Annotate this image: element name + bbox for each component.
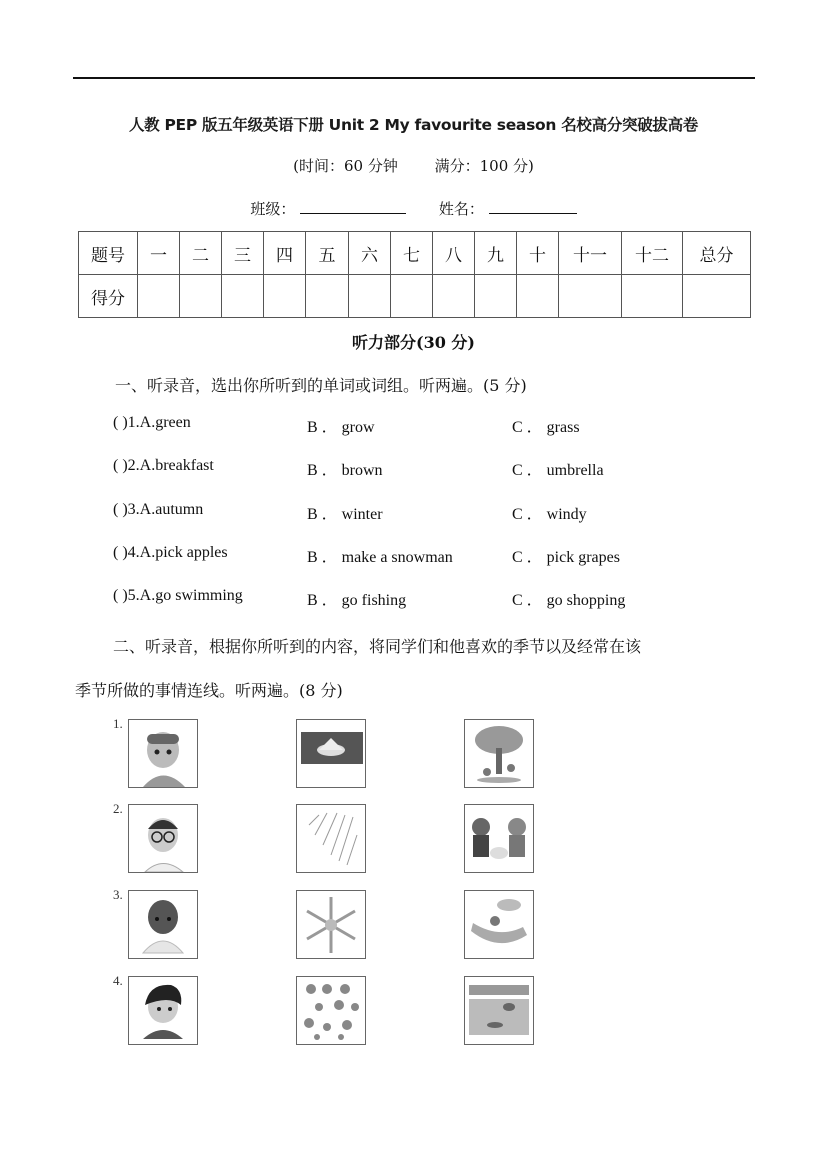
- snowflake-icon: [297, 891, 365, 958]
- score-table: [78, 231, 751, 318]
- score-cell[interactable]: [683, 275, 751, 318]
- score-cell[interactable]: [391, 275, 433, 318]
- q1-item-5-b: B ． go fishing: [307, 592, 407, 609]
- picture-boy-dark-hair[interactable]: [128, 976, 198, 1045]
- student-info: [0, 198, 827, 219]
- score-cell[interactable]: [559, 275, 622, 318]
- row-number: 3.: [113, 887, 123, 902]
- score-row-label: 得分: [79, 275, 138, 318]
- name-blank[interactable]: [489, 199, 577, 214]
- picture-falling-leaves[interactable]: [296, 976, 366, 1045]
- score-header-cell: 题号: [79, 232, 138, 275]
- score-header-cell: 十二: [622, 232, 683, 275]
- boy-portrait-icon: [129, 891, 197, 958]
- q1-item-1-b: B ． grow: [307, 419, 375, 436]
- score-header-cell: 四: [264, 232, 306, 275]
- picture-picking-apples[interactable]: [464, 719, 534, 788]
- picture-kids-snowman[interactable]: [464, 804, 534, 873]
- class-label: 班级：: [250, 200, 296, 218]
- row-number: 4.: [113, 973, 123, 988]
- row-number: 2.: [113, 801, 123, 816]
- score-header-cell: 十一: [559, 232, 622, 275]
- q1-item-1-c: C ． grass: [512, 419, 580, 436]
- score-cell[interactable]: [517, 275, 559, 318]
- picture-snowflake[interactable]: [296, 890, 366, 959]
- row-number: 1.: [113, 716, 123, 731]
- score-header-cell: 总分: [683, 232, 751, 275]
- score-header-cell: 五: [306, 232, 349, 275]
- header-rule: [73, 77, 755, 79]
- question2-heading-line1: 二、听录音，根据你所听到的内容，将同学们和他喜欢的季节以及经常在该: [113, 637, 642, 656]
- score-cell[interactable]: [475, 275, 517, 318]
- q1-item-4-b: B ． make a snowman: [307, 549, 453, 566]
- exam-meta: [0, 155, 827, 176]
- score-cell[interactable]: [264, 275, 306, 318]
- q1-item-1-a: ( )1.A.green: [113, 414, 191, 431]
- score-cell[interactable]: [180, 275, 222, 318]
- q1-item-2-c: C ． umbrella: [512, 462, 604, 479]
- score-cell[interactable]: [138, 275, 180, 318]
- boy-dark-hair-portrait-icon: [129, 977, 197, 1044]
- class-blank[interactable]: [300, 199, 406, 214]
- score-header-cell: 九: [475, 232, 517, 275]
- score-cell[interactable]: [306, 275, 349, 318]
- exam-time: (时间：60 分钟: [293, 157, 398, 175]
- score-cell[interactable]: [433, 275, 475, 318]
- q1-item-4-a: ( )4.A.pick apples: [113, 544, 228, 561]
- picture-lotus-flower[interactable]: [296, 719, 366, 788]
- listening-section-title: 听力部分(30 分): [352, 333, 475, 352]
- picnic-icon: [465, 891, 533, 958]
- q1-item-2-a: ( )2.A.breakfast: [113, 457, 214, 474]
- score-header-cell: 二: [180, 232, 222, 275]
- q1-item-4-c: C ． pick grapes: [512, 549, 620, 566]
- score-header-cell: 六: [349, 232, 391, 275]
- score-header-cell: 七: [391, 232, 433, 275]
- page-title: 人教 PEP 版五年级英语下册 Unit 2 My favourite season 名校高分突破拔高卷: [128, 116, 698, 134]
- q1-item-5-a: ( )5.A.go swimming: [113, 587, 243, 604]
- rain-icon: [297, 805, 365, 872]
- picture-boy-with-glasses[interactable]: [128, 804, 198, 873]
- picture-boy-dark-skin[interactable]: [128, 890, 198, 959]
- leaves-icon: [297, 977, 365, 1044]
- kids-snowman-icon: [465, 805, 533, 872]
- picture-girl-with-bangs[interactable]: [128, 719, 198, 788]
- score-cell[interactable]: [622, 275, 683, 318]
- swimming-icon: [465, 977, 533, 1044]
- picture-rain[interactable]: [296, 804, 366, 873]
- q1-item-3-b: B ． winter: [307, 506, 383, 523]
- score-header-cell: 八: [433, 232, 475, 275]
- score-cell[interactable]: [222, 275, 264, 318]
- question2-heading-line2: 季节所做的事情连线。听两遍。(8 分): [75, 681, 343, 700]
- score-header-cell: 十: [517, 232, 559, 275]
- score-header-cell: 一: [138, 232, 180, 275]
- score-cell[interactable]: [349, 275, 391, 318]
- girl-portrait-icon: [129, 720, 197, 787]
- q1-item-3-c: C ． windy: [512, 506, 587, 523]
- q1-item-2-b: B ． brown: [307, 462, 383, 479]
- apple-tree-icon: [465, 720, 533, 787]
- name-label: 姓名：: [438, 200, 484, 218]
- score-table-score-row: [79, 275, 751, 318]
- boy-glasses-portrait-icon: [129, 805, 197, 872]
- q1-item-5-c: C ． go shopping: [512, 592, 626, 609]
- lotus-flower-icon: [297, 720, 365, 787]
- question1-heading: 一、听录音，选出你所听到的单词或词组。听两遍。(5 分): [115, 376, 527, 395]
- q1-item-3-a: ( )3.A.autumn: [113, 501, 204, 518]
- score-header-cell: 三: [222, 232, 264, 275]
- picture-swimming[interactable]: [464, 976, 534, 1045]
- score-table-header-row: [79, 232, 751, 275]
- exam-full-score: 满分：100 分): [434, 157, 534, 175]
- picture-picnic[interactable]: [464, 890, 534, 959]
